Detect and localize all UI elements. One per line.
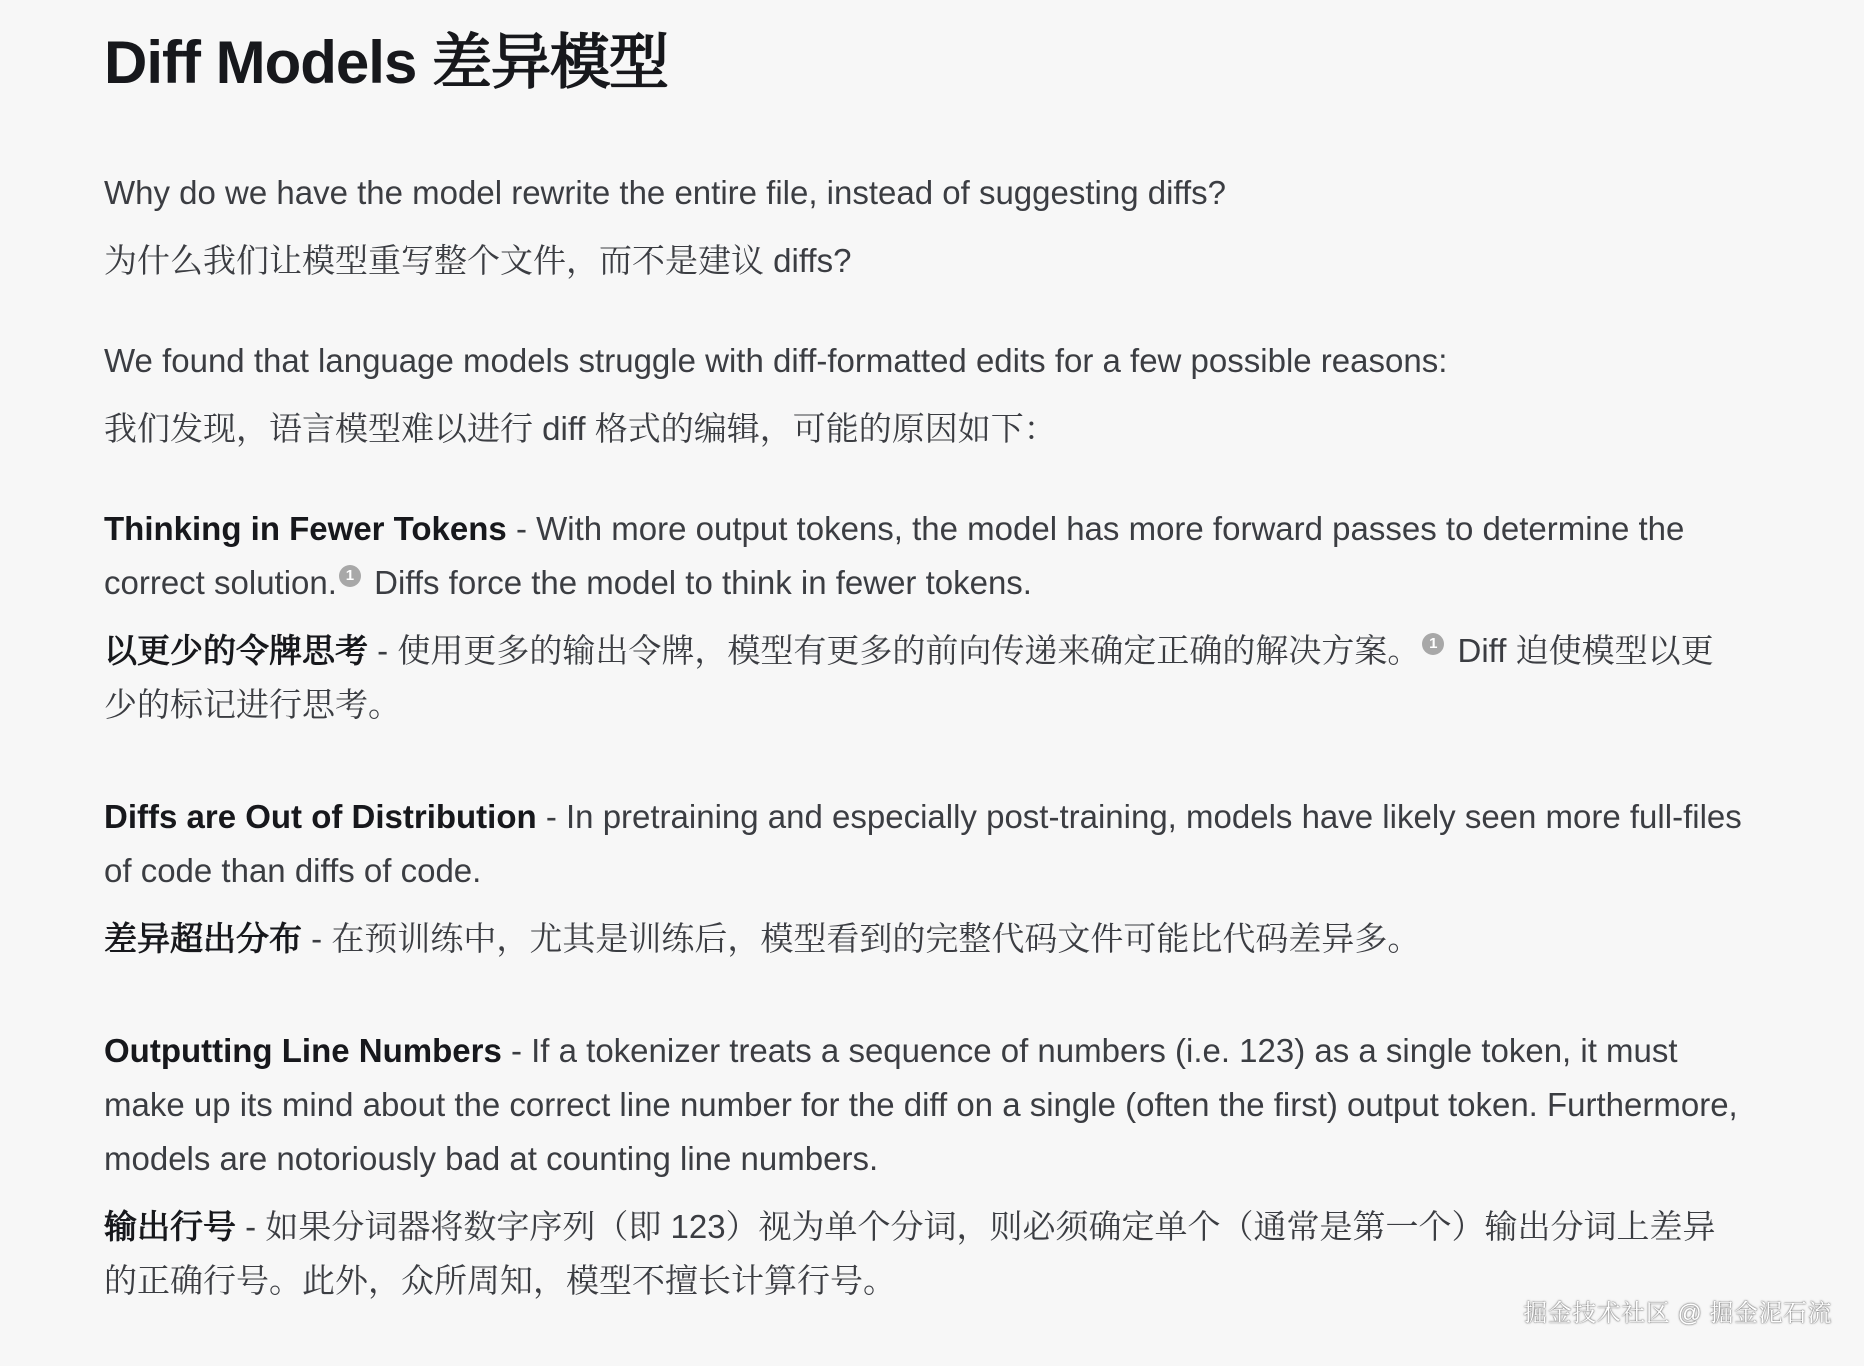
footnote-marker[interactable]: 1 [339, 565, 361, 587]
section-body: - 在预训练中，尤其是训练后，模型看到的完整代码文件可能比代码差异多。 [302, 920, 1421, 957]
section-en [104, 1024, 1744, 1186]
section-term: Diffs are Out of Distribution [104, 798, 537, 835]
section-out-of-distribution [104, 790, 1744, 966]
section-body: - 使用更多的输出令牌，模型有更多的前向传递来确定正确的解决方案。 [368, 632, 1421, 669]
section-fewer-tokens [104, 502, 1744, 732]
intro-zh: 为什么我们让模型重写整个文件，而不是建议 diffs? [104, 242, 852, 279]
article [104, 22, 1744, 1366]
footnote-marker[interactable]: 1 [1422, 633, 1444, 655]
section-en [104, 790, 1744, 898]
intro-en: Why do we have the model rewrite the entire file, instead of suggesting diffs? [104, 174, 1227, 211]
section-body: Diff 迫使模型以更少的标记进行思考。 [104, 632, 1714, 723]
section-body: Diffs force the model to think in fewer tokens. [364, 564, 1032, 601]
section-term: 以更少的令牌思考 [104, 632, 368, 669]
intro-block [104, 166, 1744, 288]
section-zh [104, 624, 1744, 732]
section-zh [104, 1200, 1744, 1308]
page-title: Diff Models 差异模型 [104, 29, 668, 96]
watermark: 掘金技术社区 @ 掘金泥石流 [1523, 1300, 1832, 1327]
section-term: 差异超出分布 [104, 920, 302, 957]
section-en [104, 502, 1744, 610]
section-body: - In pretraining and especially post-training, models have likely seen more full-files of code than diffs of code. [104, 798, 1742, 889]
section-term: 输出行号 [104, 1208, 236, 1245]
section-term: Outputting Line Numbers [104, 1032, 502, 1069]
section-term: Thinking in Fewer Tokens [104, 510, 507, 547]
reasons-lead-zh: 我们发现，语言模型难以进行 diff 格式的编辑，可能的原因如下： [104, 410, 1057, 447]
section-body: - 如果分词器将数字序列（即 123）视为单个分词，则必须确定单个（通常是第一个）输出分词上差异的正确行号。此外，众所周知，模型不擅长计算行号。 [104, 1208, 1716, 1299]
section-body: - If a tokenizer treats a sequence of numbers (i.e. 123) as a single token, it must make up its mind about the correct line number for the diff on a single (often the first) output token. Furthermore, models are notoriously bad at counting line numbers. [104, 1032, 1738, 1177]
section-line-numbers [104, 1024, 1744, 1308]
reasons-lead-en: We found that language models struggle with diff-formatted edits for a few possible reasons: [104, 342, 1448, 379]
reasons-lead-block [104, 334, 1744, 456]
section-body: - With more output tokens, the model has more forward passes to determine the correct solution. [104, 510, 1685, 601]
section-zh [104, 912, 1744, 966]
